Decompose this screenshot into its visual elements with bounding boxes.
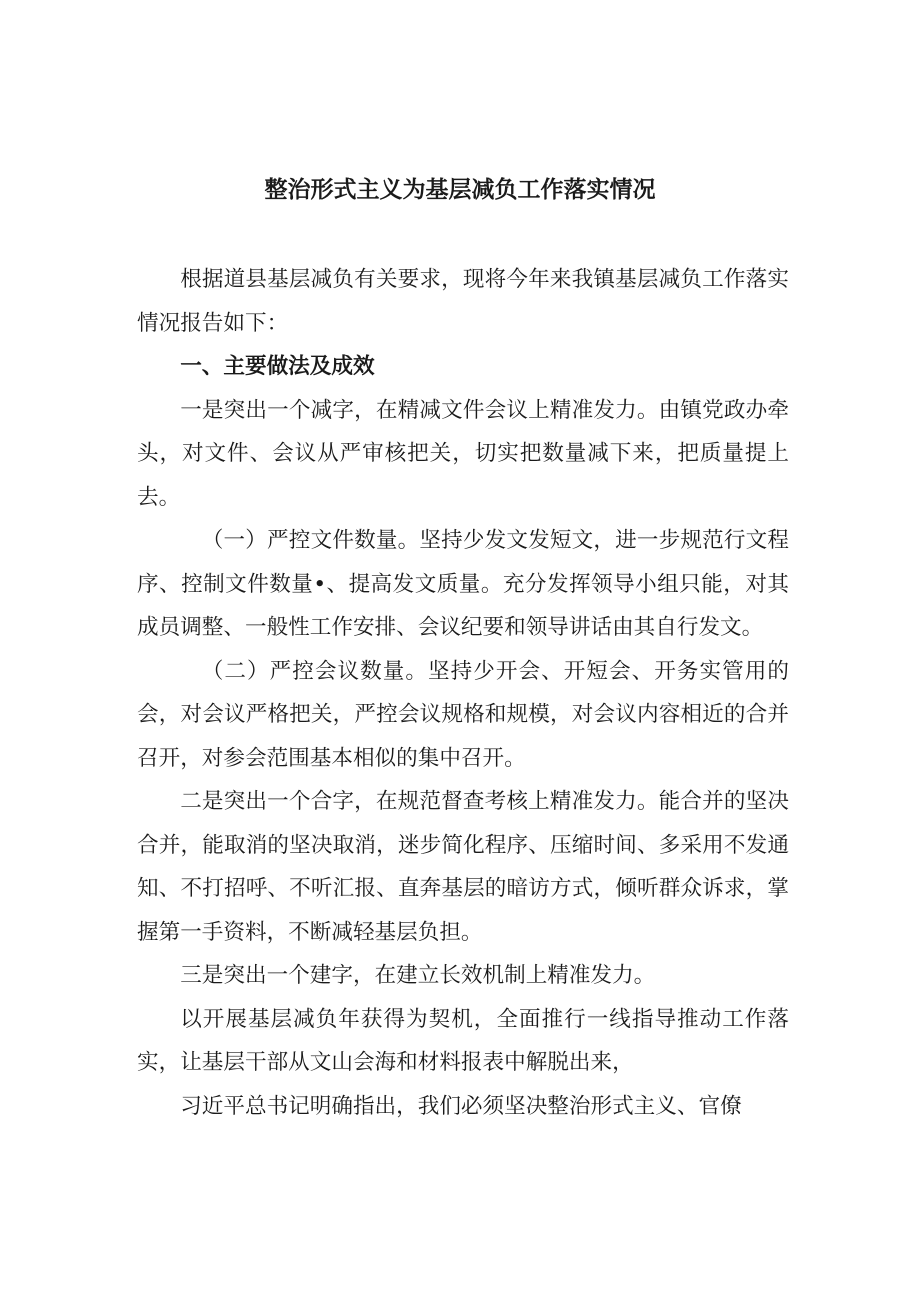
paragraph-reduce: 一是突出一个减字，在精减文件会议上精准发力。由镇党政办牵头，对文件、会议从严审核把关，切实把数量减下来，把质量提上去。 [137,397,789,510]
document-body [137,258,789,1128]
intro-paragraph: 根据道县基层减负有关要求，现将今年来我镇基层减负工作落实情况报告如下： [137,267,789,336]
paragraph-opportunity: 以开展基层减负年获得为契机，全面推行一线指导推动工作落实，让基层干部从文山会海和材料报表中解脱出来， [137,1006,789,1075]
paragraph-meeting-control: （二）严控会议数量。坚持少开会、开短会、开务实管用的会，对会议严格把关，严控会议规格和规模，对会议内容相近的合并召开，对参会范围基本相似的集中召开。 [137,658,789,771]
paragraph-quote: 习近平总书记明确指出，我们必须坚决整治形式主义、官僚 [180,1093,742,1119]
paragraph-merge: 二是突出一个合字，在规范督查考核上精准发力。能合并的坚决合并，能取消的坚决取消，迷步简化程序、压缩时间、多采用不发通知、不打招呼、不听汇报、直奔基层的暗访方式，倾听群众诉求，掌握第一手资料，不断减轻基层负担。 [137,789,789,945]
section-heading-1: 一、主要做法及成效 [180,354,375,379]
paragraph-build: 三是突出一个建字，在建立长效机制上精准发力。 [180,963,656,988]
paragraph-file-control: （一）严控文件数量。坚持少发文发短文，进一步规范行文程序、控制文件数量•、提高发文质量。充分发挥领导小组只能，对其成员调整、一般性工作安排、会议纪要和领导讲话由其自行发文。 [137,528,789,640]
document-title: 整治形式主义为基层减负工作落实情况 [264,177,656,203]
